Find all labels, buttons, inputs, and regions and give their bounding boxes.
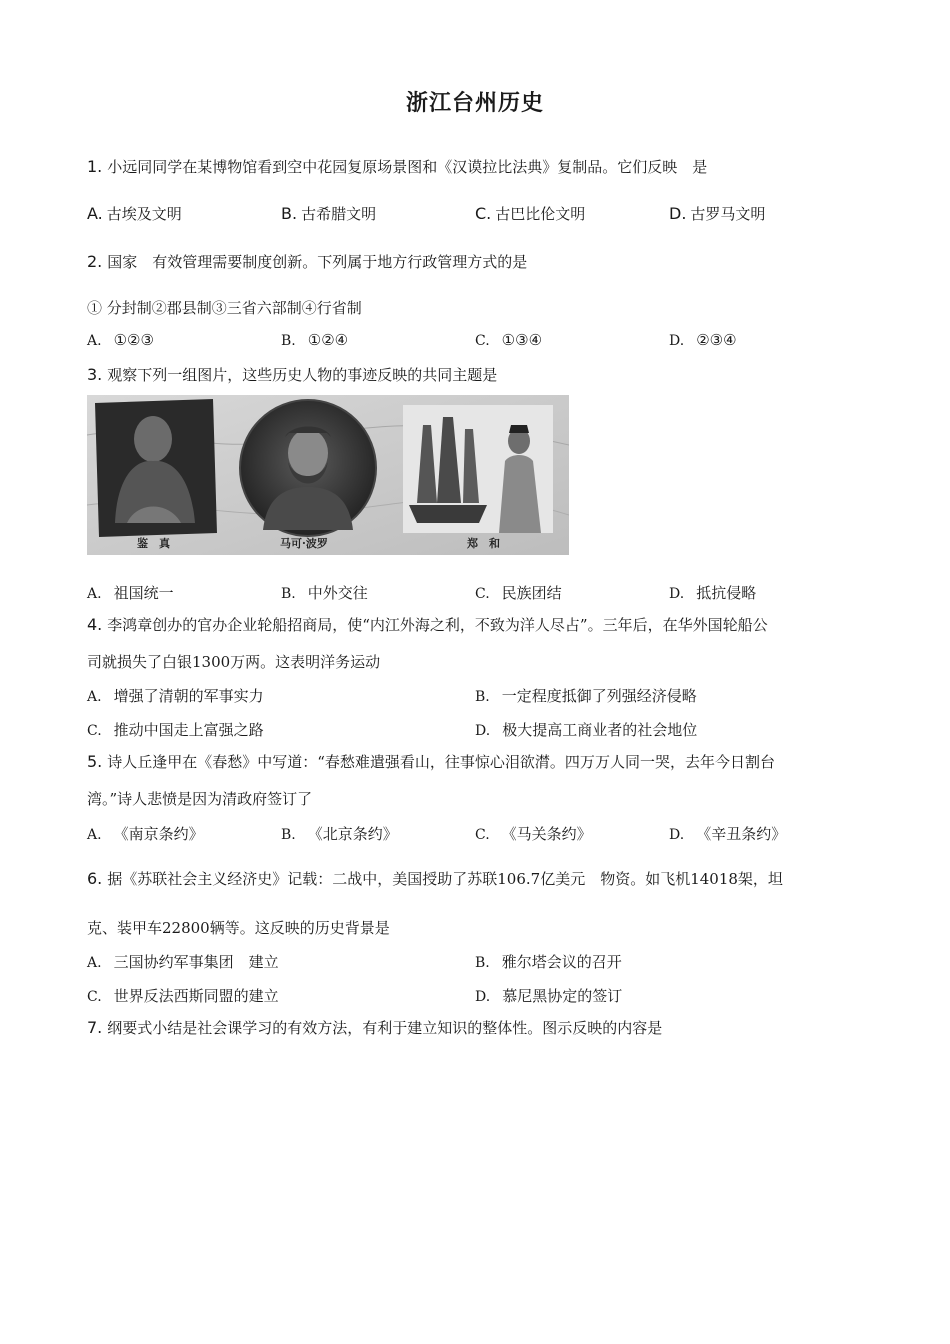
caption-jianzhen: 鉴 真	[137, 537, 170, 550]
figures-illustration	[87, 395, 569, 555]
historical-figures-image	[87, 395, 569, 555]
question-3	[87, 364, 497, 385]
q3-option-b[interactable]: B. 中外交往	[281, 584, 368, 602]
question-number: 5.	[87, 752, 103, 771]
q2-option-a[interactable]: A. ①②③	[87, 331, 154, 349]
q4-option-d[interactable]: D. 极大提高工商业者的社会地位	[475, 721, 698, 739]
q3-option-c[interactable]: C. 民族团结	[475, 584, 562, 602]
question-number: 3.	[87, 365, 103, 384]
q6-option-b[interactable]: B. 雅尔塔会议的召开	[475, 953, 622, 971]
q5-option-d[interactable]: D. 《辛丑条约》	[669, 825, 787, 843]
caption-zheng-he: 郑 和	[467, 537, 500, 550]
q3-option-a[interactable]: A. 祖国统一	[87, 584, 174, 602]
zheng-he-image	[403, 405, 553, 533]
question-6	[87, 868, 783, 889]
question-1	[87, 156, 707, 177]
marco-polo-image	[240, 400, 376, 536]
q5-option-a[interactable]: A. 《南京条约》	[87, 825, 204, 843]
question-text: 据《苏联社会主义经济史》记载：二战中，美国授助了苏联106.7亿美元 物资。如飞机14018架，坦	[107, 870, 783, 888]
q4-option-b[interactable]: B. 一定程度抵御了列强经济侵略	[475, 687, 697, 705]
q3-option-d[interactable]: D. 抵抗侵略	[669, 584, 757, 602]
question-text: 纲要式小结是社会课学习的有效方法，有利于建立知识的整体性。图示反映的内容是	[107, 1019, 663, 1037]
q1-option-b[interactable]: B. 古希腊文明	[281, 204, 377, 223]
q1-option-a[interactable]: A. 古埃及文明	[87, 204, 182, 223]
q6-option-d[interactable]: D. 慕尼黑协定的签订	[475, 987, 623, 1005]
question-4-cont: 司就损失了白银1300万两。这表明洋务运动	[87, 653, 381, 671]
q2-option-b[interactable]: B. ①②④	[281, 331, 349, 349]
question-number: 6.	[87, 869, 103, 888]
question-number: 2.	[87, 252, 103, 271]
q4-option-c[interactable]: C. 推动中国走上富强之路	[87, 721, 264, 739]
question-text: 国家 有效管理需要制度创新。下列属于地方行政管理方式的是	[107, 253, 528, 271]
q5-option-b[interactable]: B. 《北京条约》	[281, 825, 398, 843]
question-text: 诗人丘逢甲在《春愁》中写道：“春愁难遣强看山，往事惊心泪欲潸。四万万人同一哭，去年今日割台	[107, 753, 775, 771]
q1-option-d[interactable]: D. 古罗马文明	[669, 204, 766, 223]
q4-option-a[interactable]: A. 增强了清朝的军事实力	[87, 687, 264, 705]
caption-marco-polo: 马可·波罗	[280, 537, 328, 550]
question-text: 小远同同学在某博物馆看到空中花园复原场景图和《汉谟拉比法典》复制品。它们反映 是	[107, 158, 708, 176]
q1-option-c[interactable]: C. 古巴比伦文明	[475, 204, 586, 223]
page-title: 浙江台州历史	[405, 91, 544, 116]
question-7	[87, 1017, 662, 1038]
question-number: 1.	[87, 157, 103, 176]
question-4	[87, 614, 768, 635]
q6-option-a[interactable]: A. 三国协约军事集团 建立	[87, 953, 279, 971]
question-number: 4.	[87, 615, 103, 634]
q2-items: ① 分封制②郡县制③三省六部制④行省制	[87, 299, 362, 317]
question-5-cont: 湾。”诗人悲愤是因为清政府签订了	[87, 790, 313, 808]
question-5	[87, 751, 775, 772]
q5-option-c[interactable]: C. 《马关条约》	[475, 825, 592, 843]
jianzhen-image	[95, 399, 217, 537]
q2-option-c[interactable]: C. ①③④	[475, 331, 543, 349]
q2-option-d[interactable]: D. ②③④	[669, 331, 737, 349]
question-text: 李鸿章创办的官办企业轮船招商局，使“内江外海之利，不致为洋人尽占”。三年后，在华外国轮船公	[107, 616, 768, 634]
question-2	[87, 251, 527, 272]
question-number: 7.	[87, 1018, 103, 1037]
question-text: 观察下列一组图片，这些历史人物的事迹反映的共同主题是	[107, 366, 498, 384]
question-6-cont: 克、装甲车22800辆等。这反映的历史背景是	[87, 919, 390, 937]
q6-option-c[interactable]: C. 世界反法西斯同盟的建立	[87, 987, 279, 1005]
